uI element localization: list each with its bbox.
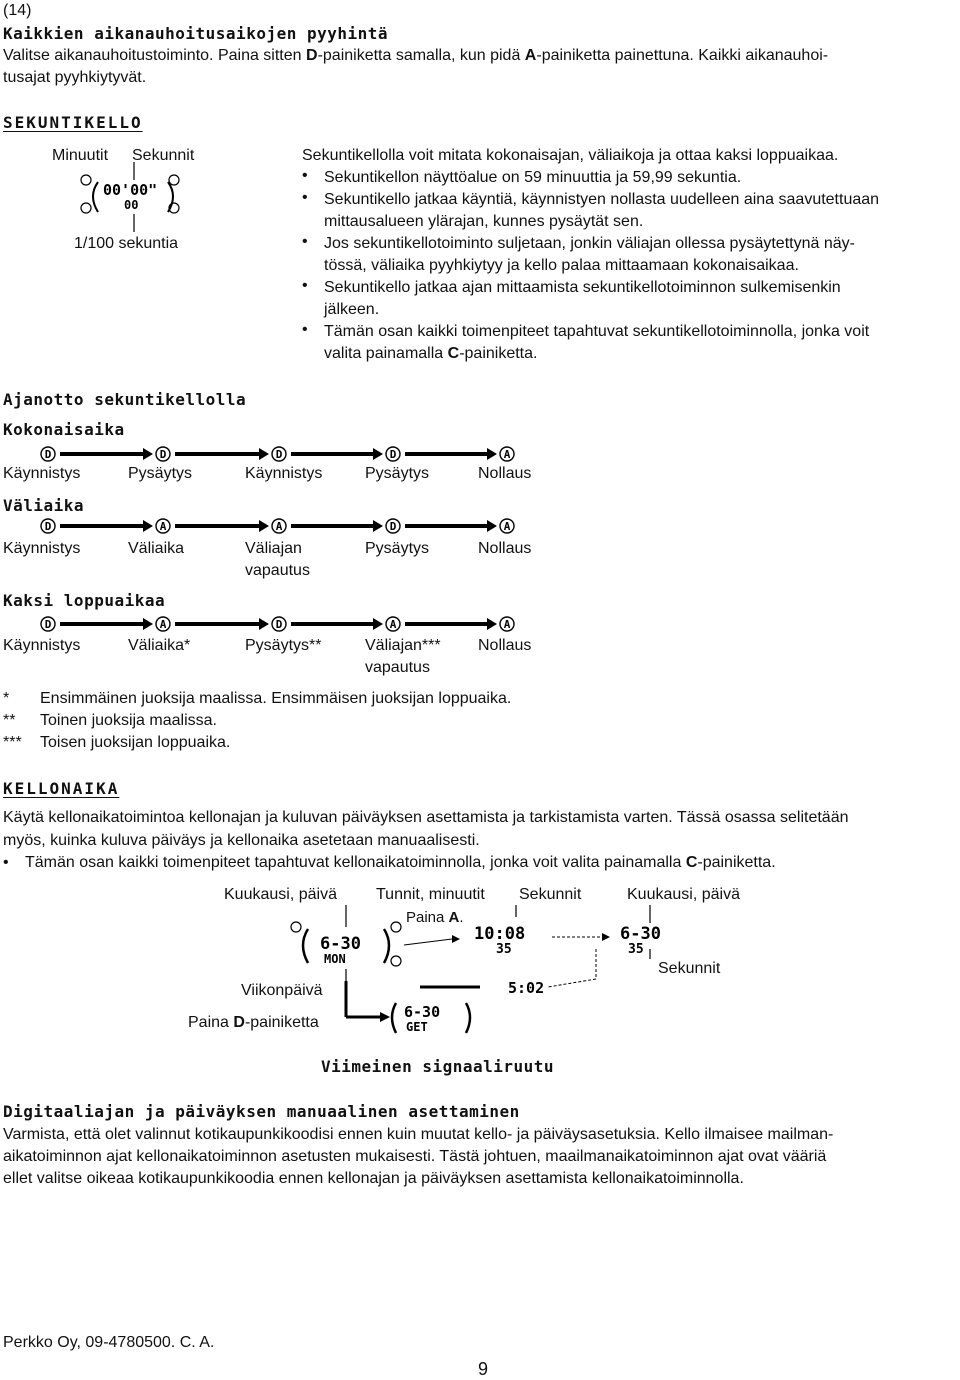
arrow-shaft bbox=[405, 524, 487, 528]
bullet-icon: • bbox=[302, 321, 308, 338]
button-letter: D bbox=[389, 448, 397, 461]
bullet-icon: • bbox=[302, 189, 308, 206]
lcd-signal-time: 5:02 bbox=[508, 979, 545, 997]
arrow-shaft bbox=[60, 622, 143, 626]
stopwatch-watch-diagram bbox=[76, 162, 186, 234]
arrow-shaft bbox=[60, 452, 143, 456]
step-label: Pysäytys bbox=[365, 540, 430, 557]
step-label: Käynnistys bbox=[3, 465, 81, 482]
split-labels bbox=[0, 538, 960, 582]
lcd-seconds-2: 35 bbox=[628, 942, 644, 957]
arrow-right-icon bbox=[373, 448, 383, 460]
arrow-right-icon bbox=[143, 618, 153, 630]
manual-line1: Varmista, että olet valinnut kotikaupunkikoodisi ennen kuin muutat kello- ja päiväysasetuksia. Kello ilmaisee mailman- bbox=[3, 1126, 834, 1143]
lcd-month-day-2: 6-30 bbox=[620, 924, 661, 944]
list-item: • Sekuntikello jatkaa käyntiä, käynnistyen nollasta uudelleen aina saavutettuaan mittausalueen ylärajan, kunnes pysäytät sen. bbox=[302, 189, 880, 230]
fig-caption: Viimeinen signaaliruutu bbox=[321, 1057, 555, 1076]
step-label: vapautus bbox=[365, 659, 430, 676]
arrow-shaft bbox=[405, 622, 487, 626]
lcd-stopwatch-bottom: 00 bbox=[124, 198, 139, 212]
button-letter: D bbox=[44, 520, 52, 533]
step-label: Käynnistys bbox=[3, 540, 81, 557]
arrow-shaft bbox=[60, 524, 143, 528]
arrow-right-icon bbox=[259, 448, 269, 460]
arrow-shaft bbox=[291, 524, 373, 528]
label-seconds: Sekunnit bbox=[132, 147, 195, 164]
lcd-get: GET bbox=[406, 1020, 428, 1034]
button-letter: A bbox=[503, 618, 511, 631]
clear-heading: Kaikkien aikanauhoitusaikojen pyyhintä bbox=[3, 24, 389, 43]
arrow-right-icon bbox=[487, 618, 497, 630]
manual-line2: aikatoiminnon ajat kellonaikatoiminnon asetusten mukaisesti. Tästä johtuen, maailmanaikatoiminnon ajat ovat vääriä bbox=[3, 1148, 827, 1165]
step-label: Väliajan*** bbox=[365, 637, 441, 654]
clock-paragraph-line1: Käytä kellonaikatoimintoa kellonajan ja kuluvan päiväyksen asettamista ja tarkistamista varten. Tässä osassa selitetään bbox=[3, 809, 849, 826]
total-labels bbox=[0, 463, 960, 485]
arrow-shaft bbox=[291, 452, 373, 456]
split-sequence bbox=[0, 515, 960, 537]
stopwatch-intro: Sekuntikellolla voit mitata kokonaisajan, väliaikoja ja ottaa kaksi loppuaikaa. bbox=[302, 147, 839, 164]
step-label: Pysäytys bbox=[128, 465, 193, 482]
fig-label-month-day: Kuukausi, päivä bbox=[224, 886, 337, 903]
list-item: • Sekuntikello jatkaa ajan mittaamista sekuntikellotoiminnon sulkemisenkin jälkeen. bbox=[302, 277, 841, 318]
manual-line3: ellet valitse oikeaa kotikaupunkikoodia ennen kellonajan ja päiväyksen asettamista kellonaikatoiminnolla. bbox=[3, 1170, 744, 1187]
step-label: Nollaus bbox=[478, 637, 532, 654]
fig-label-seconds-2: Sekunnit bbox=[658, 960, 721, 977]
fig-press-d: Paina D-painiketta bbox=[188, 1014, 319, 1031]
button-letter: D bbox=[44, 618, 52, 631]
split-heading: Väliaika bbox=[3, 496, 85, 515]
button-letter: D bbox=[275, 618, 283, 631]
step-label: Nollaus bbox=[478, 465, 532, 482]
button-letter: A bbox=[389, 618, 397, 631]
clock-paragraph-line2: myös, kuinka kuluva päiväys ja kellonaika asetetaan manuaalisesti. bbox=[3, 832, 480, 849]
lcd-stopwatch-top: 00'00" bbox=[103, 181, 158, 199]
arrow-right-icon bbox=[143, 448, 153, 460]
total-heading: Kokonaisaika bbox=[3, 420, 125, 439]
button-letter: D bbox=[44, 448, 52, 461]
arrow-shaft bbox=[175, 524, 259, 528]
arrow-right-icon bbox=[373, 618, 383, 630]
button-letter: A bbox=[503, 448, 511, 461]
step-label: Pysäytys bbox=[365, 465, 430, 482]
arrow-right-icon bbox=[259, 520, 269, 532]
clear-paragraph-line1: Valitse aikanauhoitustoiminto. Paina sitten D-painiketta samalla, kun pidä A-painiketta painettuna. Kaikki aikanauhoi- bbox=[3, 47, 829, 64]
list-item: • Tämän osan kaikki toimenpiteet tapahtuvat sekuntikellotoiminnolla, jonka voit valita painamalla C-painiketta. bbox=[302, 321, 870, 362]
arrow-right-icon bbox=[259, 618, 269, 630]
bullet-icon: • bbox=[302, 233, 308, 250]
arrow-shaft bbox=[405, 452, 487, 456]
step-label: Väliaika bbox=[128, 540, 185, 557]
arrow-right-icon bbox=[143, 520, 153, 532]
timing-heading: Ajanotto sekuntikellolla bbox=[3, 390, 247, 409]
fig-label-month-day-2: Kuukausi, päivä bbox=[627, 886, 740, 903]
list-item: • Tämän osan kaikki toimenpiteet tapahtuvat kellonaikatoiminnolla, jonka voit valita painamalla C-painiketta. bbox=[3, 852, 776, 874]
button-letter: A bbox=[503, 520, 511, 533]
step-label: Väliajan bbox=[245, 540, 302, 557]
step-label: Käynnistys bbox=[245, 465, 323, 482]
label-hundredths: 1/100 sekuntia bbox=[74, 235, 179, 252]
label-minutes: Minuutit bbox=[52, 147, 109, 164]
clock-heading: KELLONAIKA bbox=[3, 779, 120, 798]
clock-watch-diagram bbox=[280, 905, 700, 1055]
step-label: vapautus bbox=[245, 562, 310, 579]
fig-label-weekday: Viikonpäivä bbox=[241, 982, 323, 999]
button-letter: D bbox=[389, 520, 397, 533]
stopwatch-bullet-list bbox=[302, 167, 960, 365]
bullet-icon: • bbox=[302, 167, 308, 184]
footer-company: Perkko Oy, 09-4780500. C. A. bbox=[3, 1334, 215, 1351]
lcd-seconds: 35 bbox=[496, 942, 512, 957]
fig-label-seconds: Sekunnit bbox=[519, 886, 582, 903]
bullet-icon: • bbox=[302, 277, 308, 294]
clear-paragraph-line2: tusajat pyyhkiytyvät. bbox=[3, 69, 147, 86]
step-label: Käynnistys bbox=[3, 637, 81, 654]
two-heading: Kaksi loppuaikaa bbox=[3, 591, 166, 610]
stopwatch-heading: SEKUNTIKELLO bbox=[3, 113, 143, 132]
button-letter: A bbox=[159, 618, 167, 631]
bullet-icon: • bbox=[3, 854, 9, 871]
list-item: • Sekuntikellon näyttöalue on 59 minuuttia ja 59,99 sekuntia. bbox=[302, 167, 742, 186]
arrow-shaft bbox=[291, 622, 373, 626]
button-letter: A bbox=[275, 520, 283, 533]
total-sequence bbox=[0, 443, 960, 465]
arrow-right-icon bbox=[487, 448, 497, 460]
button-letter: D bbox=[159, 448, 167, 461]
two-sequence bbox=[0, 613, 960, 635]
fig-press-a: Paina A. bbox=[406, 909, 464, 926]
arrow-shaft bbox=[175, 452, 259, 456]
lcd-time: 10:08 bbox=[474, 924, 526, 944]
step-label: Nollaus bbox=[478, 540, 532, 557]
manual-heading: Digitaaliajan ja päiväyksen manuaalinen asettaminen bbox=[3, 1102, 520, 1121]
arrow-shaft bbox=[175, 622, 259, 626]
button-letter: D bbox=[275, 448, 283, 461]
fig-label-hours-minutes: Tunnit, minuutit bbox=[376, 886, 485, 903]
step-label: Pysäytys** bbox=[245, 637, 322, 654]
list-item: • Jos sekuntikellotoiminto suljetaan, jonkin väliajan ollessa pysäytettynä näy- tössä, väliaika pyyhkiytyy ja kello palaa mittaamaan kokonaisaikaa. bbox=[302, 233, 855, 274]
button-letter: A bbox=[159, 520, 167, 533]
step-label: Väliaika* bbox=[128, 637, 191, 654]
arrow-right-icon bbox=[487, 520, 497, 532]
arrow-right-icon bbox=[373, 520, 383, 532]
lcd-month-day-3: 6-30 bbox=[404, 1003, 441, 1021]
two-labels bbox=[0, 635, 960, 679]
lcd-weekday: MON bbox=[324, 952, 346, 966]
lcd-month-day: 6-30 bbox=[320, 934, 361, 954]
page-number: 9 bbox=[478, 1359, 489, 1379]
section-number: (14) bbox=[3, 2, 32, 19]
